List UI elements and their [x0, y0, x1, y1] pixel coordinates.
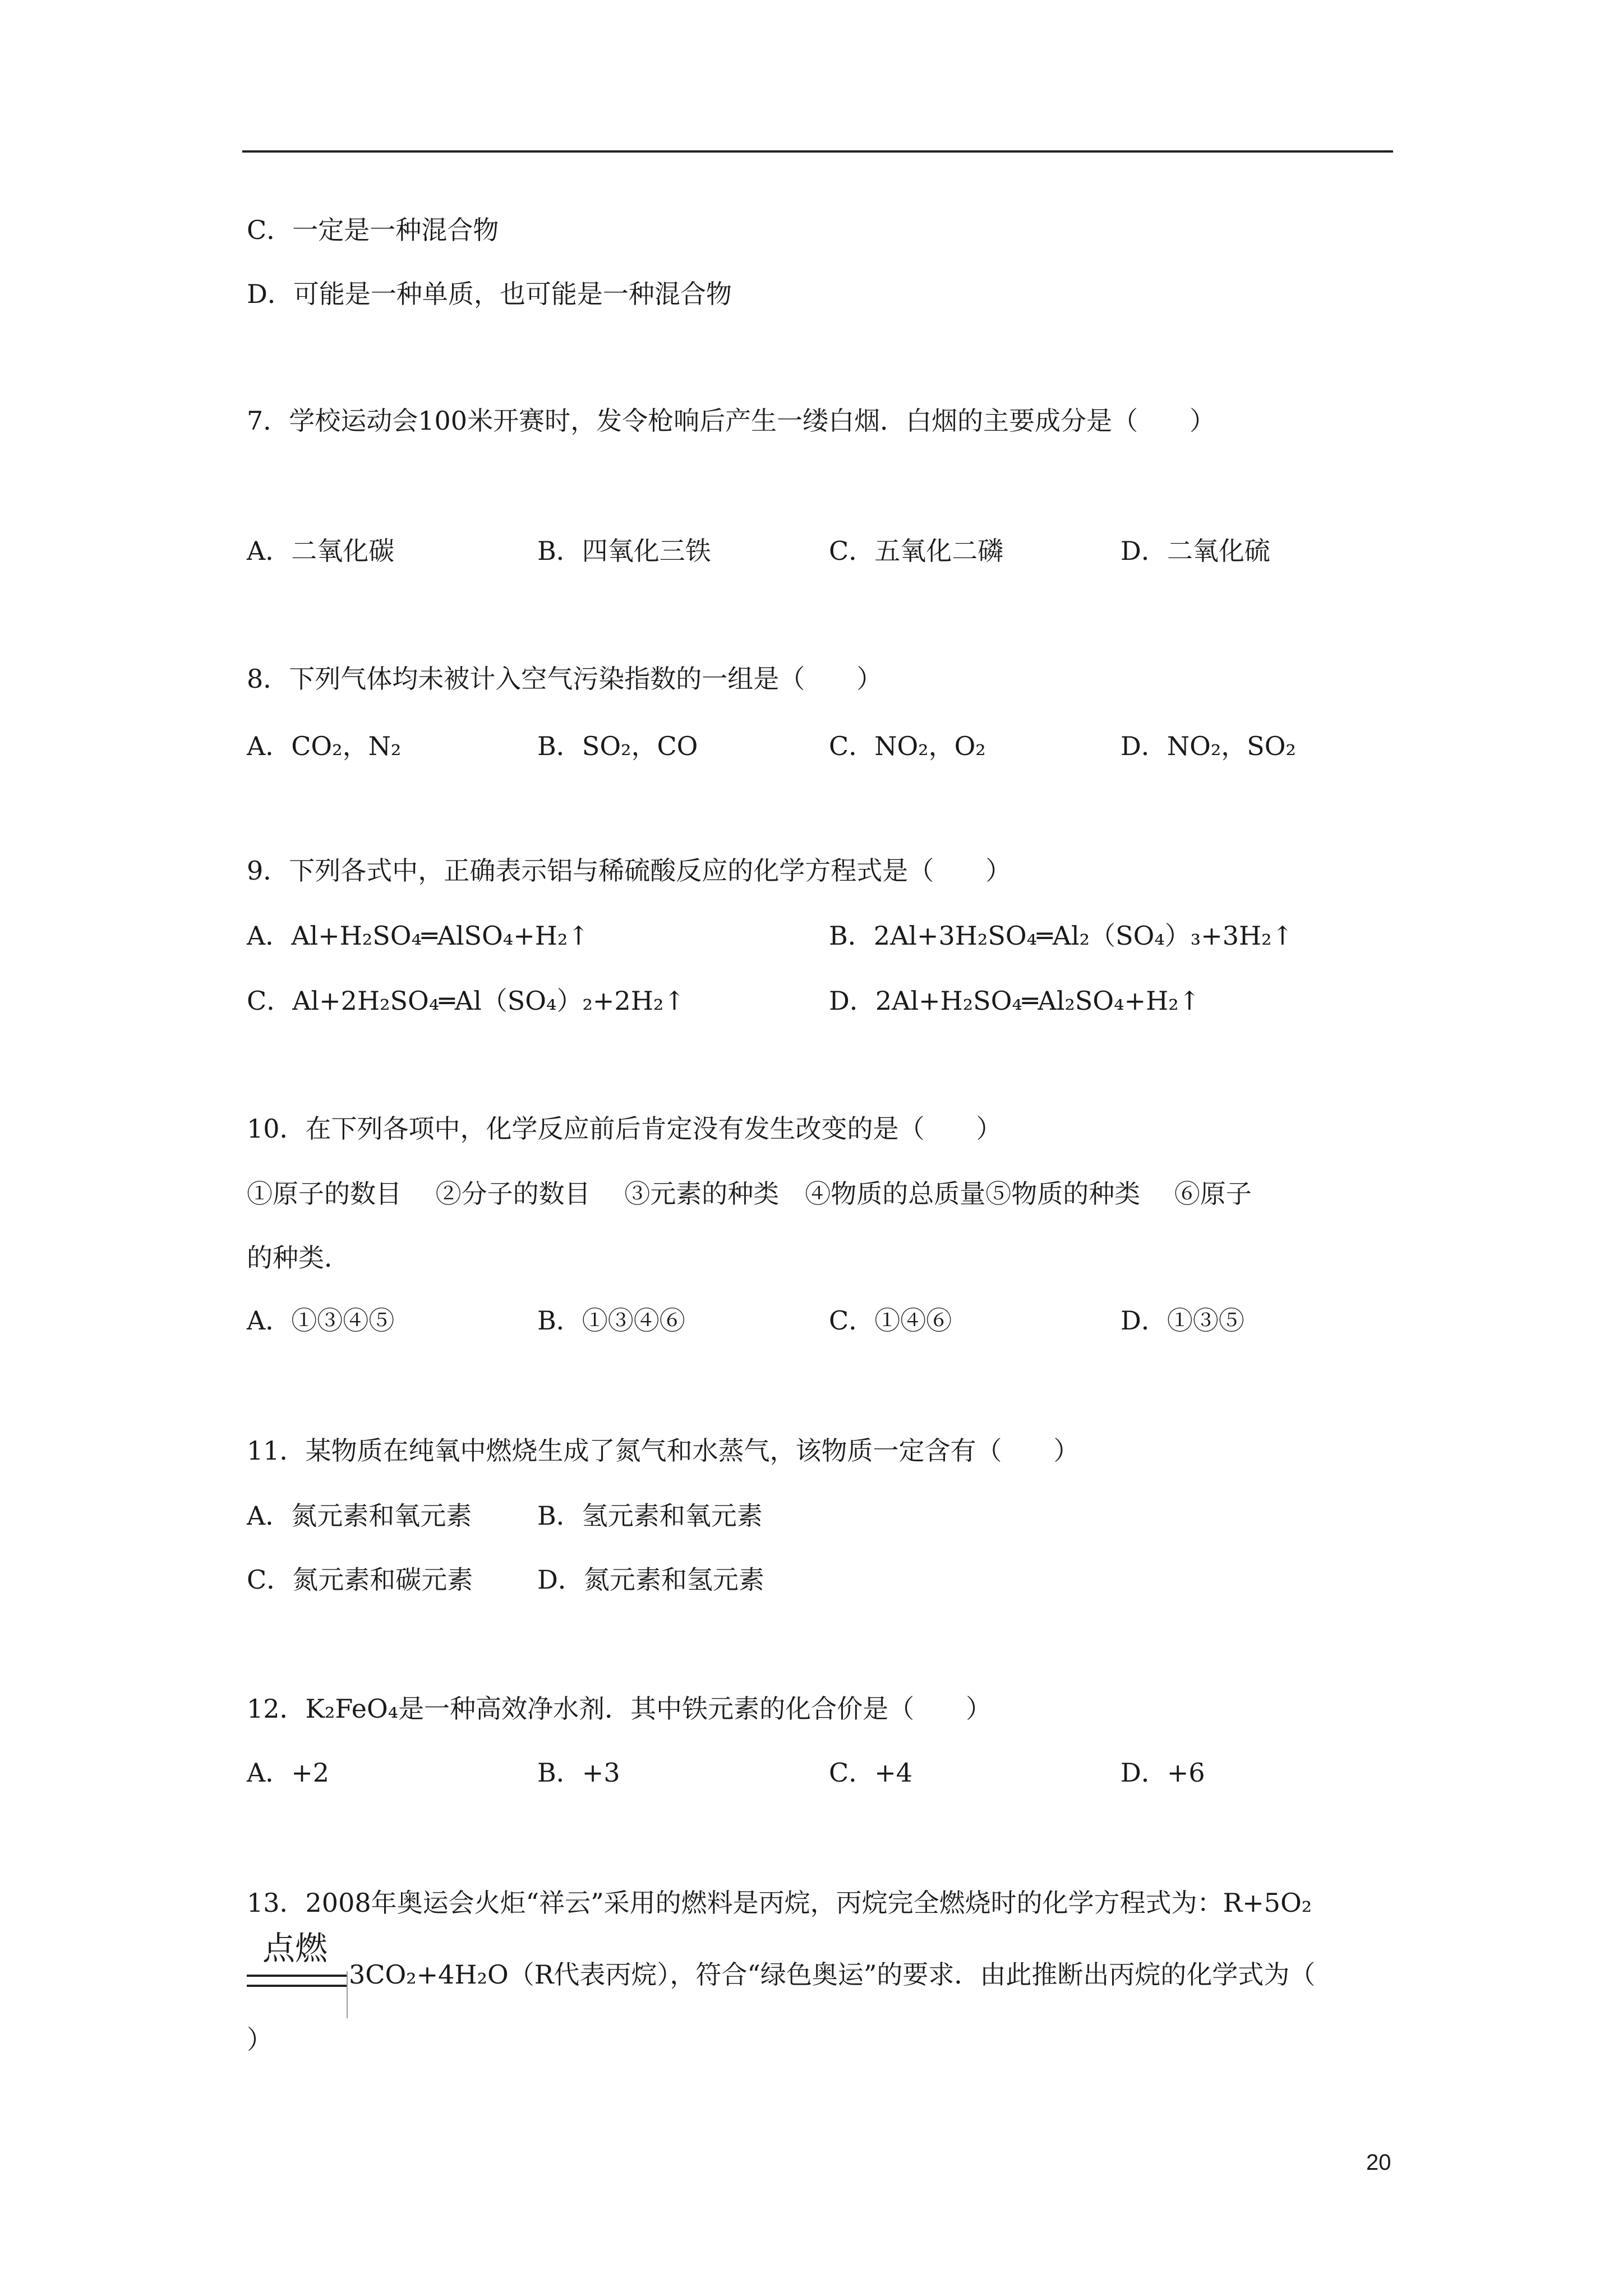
q7-option-d: D．二氧化硫 [1121, 536, 1270, 566]
equation-double-line-top [247, 1975, 348, 1977]
q7-option-b: B．四氧化三铁 [537, 536, 711, 566]
q13-line1: 13．2008年奥运会火炬“祥云”采用的燃料是丙烷，丙烷完全燃烧时的化学方程式为：R+5O₂ [247, 1888, 1312, 1918]
q6-option-d: D．可能是一种单质，也可能是一种混合物 [247, 279, 732, 309]
q12-option-d: D．+6 [1121, 1757, 1205, 1788]
q10-option-a: A．①③④⑤ [247, 1305, 395, 1336]
q11-option-a: A．氮元素和氧元素 [247, 1501, 472, 1531]
q10-option-b: B．①③④⑥ [537, 1305, 685, 1336]
q10-items-line1: ①原子的数目 ②分子的数目 ③元素的种类 ④物质的总质量⑤物质的种类 ⑥原子 [247, 1179, 1252, 1209]
q11-option-b: B．氢元素和氧元素 [537, 1501, 763, 1531]
header-rule [242, 150, 1393, 153]
q12-option-b: B．+3 [537, 1757, 620, 1788]
q10-option-c: C．①④⑥ [829, 1305, 952, 1336]
equation-double-line-bottom [247, 1985, 348, 1987]
reaction-condition-label: 点燃 [262, 1929, 328, 1967]
q7-option-c: C．五氧化二磷 [829, 536, 1004, 566]
q9-stem: 9．下列各式中，正确表示铝与稀硫酸反应的化学方程式是（ ） [247, 855, 1012, 886]
q9-option-c: C．Al+2H₂SO₄═Al（SO₄）₂+2H₂↑ [247, 986, 685, 1016]
q7-stem: 7．学校运动会100米开赛时，发令枪响后产生一缕白烟．白烟的主要成分是（ ） [247, 406, 1216, 436]
q11-option-c: C．氮元素和碳元素 [247, 1565, 473, 1595]
q8-option-d: D．NO₂，SO₂ [1121, 731, 1296, 761]
q9-option-b: B．2Al+3H₂SO₄═Al₂（SO₄）₃+3H₂↑ [829, 921, 1294, 951]
q12-stem: 12．K₂FeO₄是一种高效净水剂．其中铁元素的化合价是（ ） [247, 1694, 992, 1724]
q12-option-a: A．+2 [247, 1757, 330, 1788]
q9-option-d: D．2Al+H₂SO₄═Al₂SO₄+H₂↑ [829, 986, 1201, 1016]
page-number: 20 [1366, 2150, 1391, 2175]
equation-box-edge [347, 1971, 348, 2018]
q11-option-d: D．氮元素和氢元素 [537, 1565, 764, 1595]
q6-option-c: C．一定是一种混合物 [247, 215, 499, 245]
q13-line3: ） [247, 2024, 273, 2055]
q10-items-line2: 的种类． [247, 1243, 350, 1273]
q13-line2: 3CO₂+4H₂O（R代表丙烷），符合“绿色奥运”的要求．由此推断出丙烷的化学式为（ [349, 1959, 1316, 1990]
q10-stem: 10．在下列各项中，化学反应前后肯定没有发生改变的是（ ） [247, 1114, 1002, 1144]
q12-option-c: C．+4 [829, 1757, 913, 1788]
reaction-condition [247, 1929, 348, 2018]
q7-option-a: A．二氧化碳 [247, 536, 395, 566]
q8-option-a: A．CO₂，N₂ [247, 731, 402, 761]
q8-option-b: B．SO₂，CO [537, 731, 698, 761]
q9-option-a: A．Al+H₂SO₄═AlSO₄+H₂↑ [247, 921, 589, 951]
q11-stem: 11．某物质在纯氧中燃烧生成了氮气和水蒸气，该物质一定含有（ ） [247, 1435, 1080, 1466]
q8-stem: 8．下列气体均未被计入空气污染指数的一组是（ ） [247, 664, 883, 694]
q10-option-d: D．①③⑤ [1121, 1305, 1244, 1336]
q8-option-c: C．NO₂，O₂ [829, 731, 986, 761]
